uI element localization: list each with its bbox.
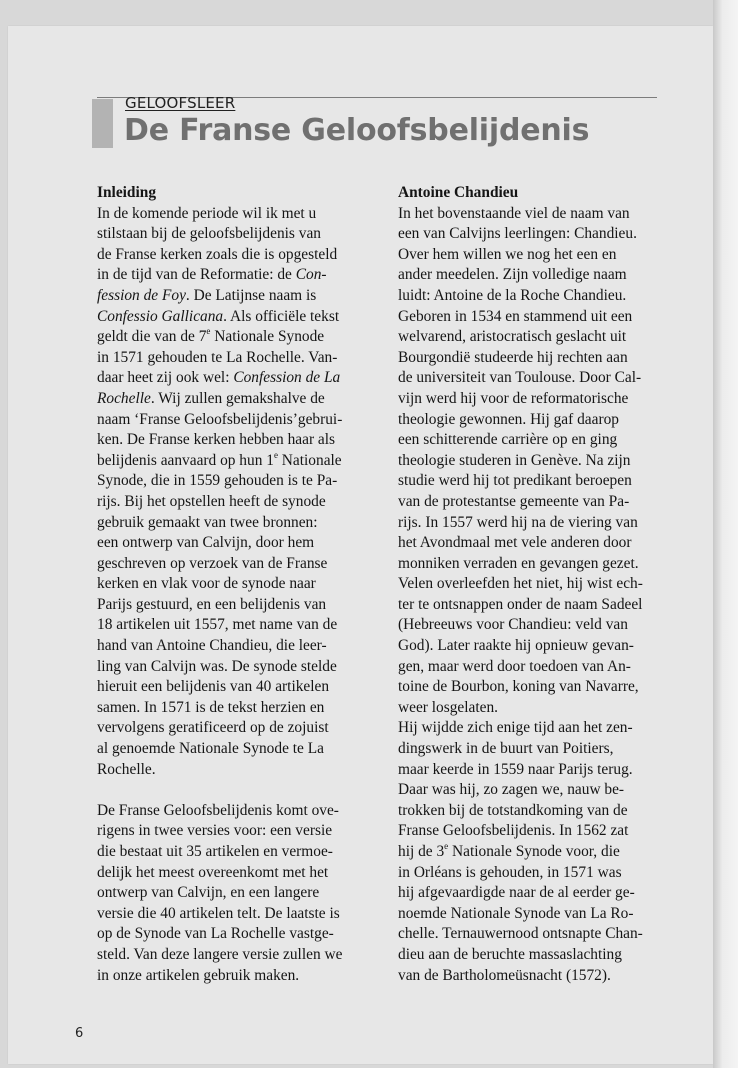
left-column — [97, 183, 374, 986]
section-heading-antoine-chandieu: Antoine Chandieu — [398, 184, 519, 201]
paragraph: Hij wijdde zich enige tijd aan het zen- dingswerk in de buurt van Poitiers, maar keerde in 1559 naar Parijs terug. Daar was hij, zo zagen we, nauw be- trokken bij de totstandkoming van de Franse Geloofsbelijdenis. In 1562 zat hij de 3e Nationale Synode voor, die in Orléans is gehouden, in 1571 was hij afgevaardigde naar de al eerder ge- noemde Nationale Synode van La Ro- chelle. Ternauwernood ontsnapte Chan- dieu aan de beruchte massaslachting van de Bartholomeüsnacht (1572). — [398, 719, 643, 984]
book-spine-shadow — [713, 0, 738, 1068]
article-title: De Franse Geloofsbelijdenis — [124, 113, 590, 148]
right-column — [398, 183, 681, 986]
paragraph: In de komende periode wil ik met u stilstaan bij de geloofsbelijdenis van de Franse kerken zoals die is opgesteld in de tijd van de Reformatie: de Con- fession de Foy. De Latijnse naam is Confessio Gallicana. Als officiële tekst geldt die van de 7e Nationale Synode in 1571 gehouden te La Rochelle. Van- daar heet zij ook wel: Confession de La Rochelle. Wij zullen gemakshalve de naam ‘Franse Geloofsbelijdenis’gebrui- ken. De Franse kerken hebben haar als belijdenis aanvaard op hun 1e Nationale Synode, die in 1559 gehouden is te Pa- rijs. Bij het opstellen heeft de synode gebruik gemaakt van twee bronnen: een ontwerp van Calvijn, door hem geschreven op verzoek van de Franse kerken en vlak voor de synode naar Parijs gestuurd, en een belijdenis van 18 artikelen uit 1557, met name van de hand van Antoine Chandieu, die leer- ling van Calvijn was. De synode stelde hieruit een belijdenis van 40 artikelen samen. In 1571 is de tekst herzien en vervolgens geratificeerd op de zojuist al genoemde Nationale Synode te La Rochelle. — [97, 204, 343, 778]
paragraph: In het bovenstaande viel de naam van een van Calvijns leerlingen: Chandieu. Over hem willen we nog het een en ander meedelen. Zijn volledige naam luidt: Antoine de la Roche Chandieu. Geboren in 1534 en stammend uit een welvarend, aristocratisch geslacht uit Bourgondië studeerde hij rechten aan de universiteit van Toulouse. Door Cal- vijn werd hij voor de reformatorische theologie gewonnen. Hij gaf daarop een schitterende carrière op en ging theologie studeren in Genève. Na zijn studie werd hij tot predikant beroepen van de protestantse gemeente van Pa- rijs. In 1557 werd hij na de viering van het Avondmaal met vele anderen door monniken verraden en gevangen gezet. Velen overleefden het niet, hij wist ech- ter te ontsnappen onder de naam Sadeel (Hebreeuws voor Chandieu: veld van God). Later raakte hij opnieuw gevan- gen, maar werd door toedoen van An- toine de Bourbon, koning van Navarre, weer losgelaten. — [398, 204, 643, 716]
page-number: 6 — [75, 1026, 84, 1041]
section-heading-inleiding: Inleiding — [97, 184, 157, 201]
header-accent-bar — [92, 99, 113, 148]
paragraph: De Franse Geloofsbelijdenis komt ove- rigens in twee versies voor: een versie die bestaat uit 35 artikelen en vermoe- delijk het meest overeenkomt met het ontwerp van Calvijn, en een langere versie die 40 artikelen telt. De laatste is op de Synode van La Rochelle vastge- steld. Van deze langere versie zullen we in onze artikelen gebruik maken. — [97, 801, 343, 984]
section-label: GELOOFSLEER — [125, 94, 236, 112]
